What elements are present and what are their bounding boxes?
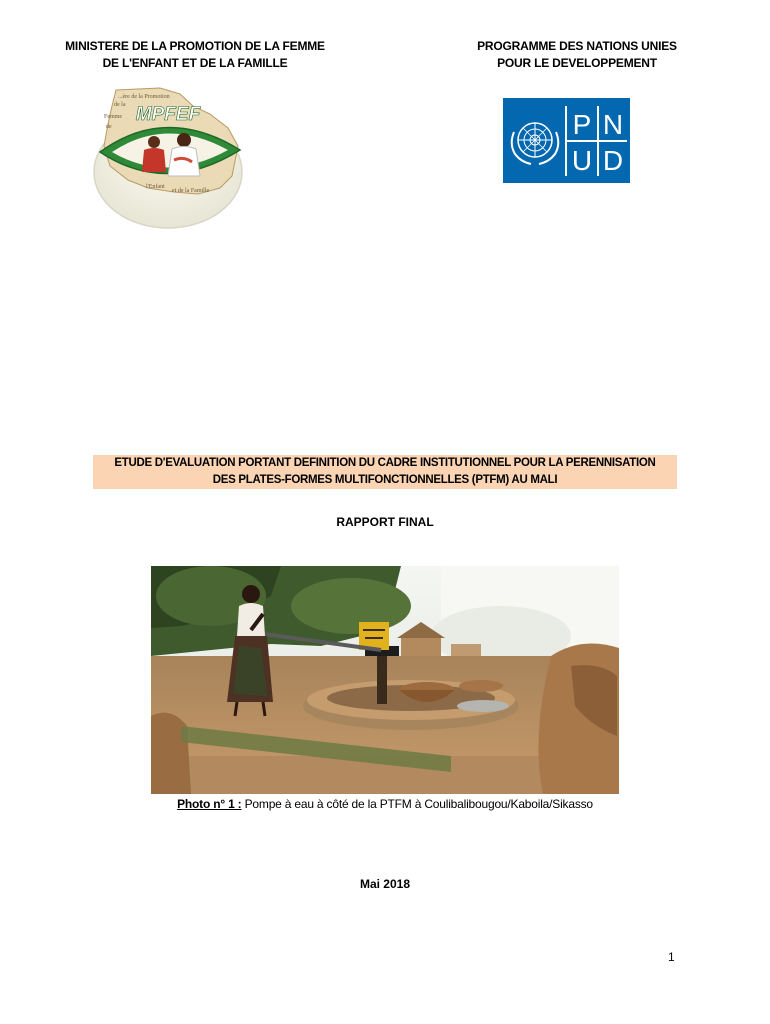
header-right-line2: POUR LE DEVELOPPEMENT — [497, 56, 657, 70]
photo-caption-text: Pompe à eau à côté de la PTFM à Coulibalibougou/Kaboila/Sikasso — [241, 797, 593, 811]
ministry-logo-text-2: Femme — [104, 114, 122, 120]
page-number: 1 — [668, 950, 675, 964]
ministry-logo-acronym: MPFEF — [135, 104, 201, 125]
ministry-logo-text-1: de la — [114, 102, 126, 108]
header-right-line1: PROGRAMME DES NATIONS UNIES — [477, 39, 677, 53]
study-title-line2: DES PLATES-FORMES MULTIFONCTIONNELLES (PTFM) AU MALI — [212, 474, 558, 486]
header-right — [432, 38, 722, 72]
undp-letter-n: N — [602, 109, 624, 140]
photo-caption — [0, 797, 770, 811]
study-title — [93, 455, 677, 489]
ministry-logo-text-0: ...ère de la Promotion — [118, 94, 170, 100]
header-left — [40, 38, 350, 72]
photo-caption-label: Photo n° 1 : — [177, 797, 242, 811]
undp-letter-d: D — [602, 145, 624, 176]
un-emblem-icon — [512, 123, 559, 164]
water-pump-photo — [151, 566, 619, 794]
ministry-logo — [88, 84, 246, 234]
report-date: Mai 2018 — [359, 877, 411, 891]
ministry-logo-text-3: de — [106, 124, 112, 130]
undp-letter-u: U — [571, 145, 593, 176]
ministry-logo-text-4: l'Enfant — [146, 184, 165, 190]
report-label: RAPPORT FINAL — [336, 515, 434, 529]
study-title-line1: ETUDE D'EVALUATION PORTANT DEFINITION DU CADRE INSTITUTIONNEL POUR LA PERENNISATION — [114, 457, 656, 469]
ministry-logo-text-5: et de la Famille — [172, 188, 210, 194]
undp-letter-p: P — [572, 109, 592, 140]
header-left-line1: MINISTERE DE LA PROMOTION DE LA FEMME — [65, 39, 325, 53]
header-left-line2: DE L'ENFANT ET DE LA FAMILLE — [102, 56, 288, 70]
undp-logo — [503, 98, 630, 183]
